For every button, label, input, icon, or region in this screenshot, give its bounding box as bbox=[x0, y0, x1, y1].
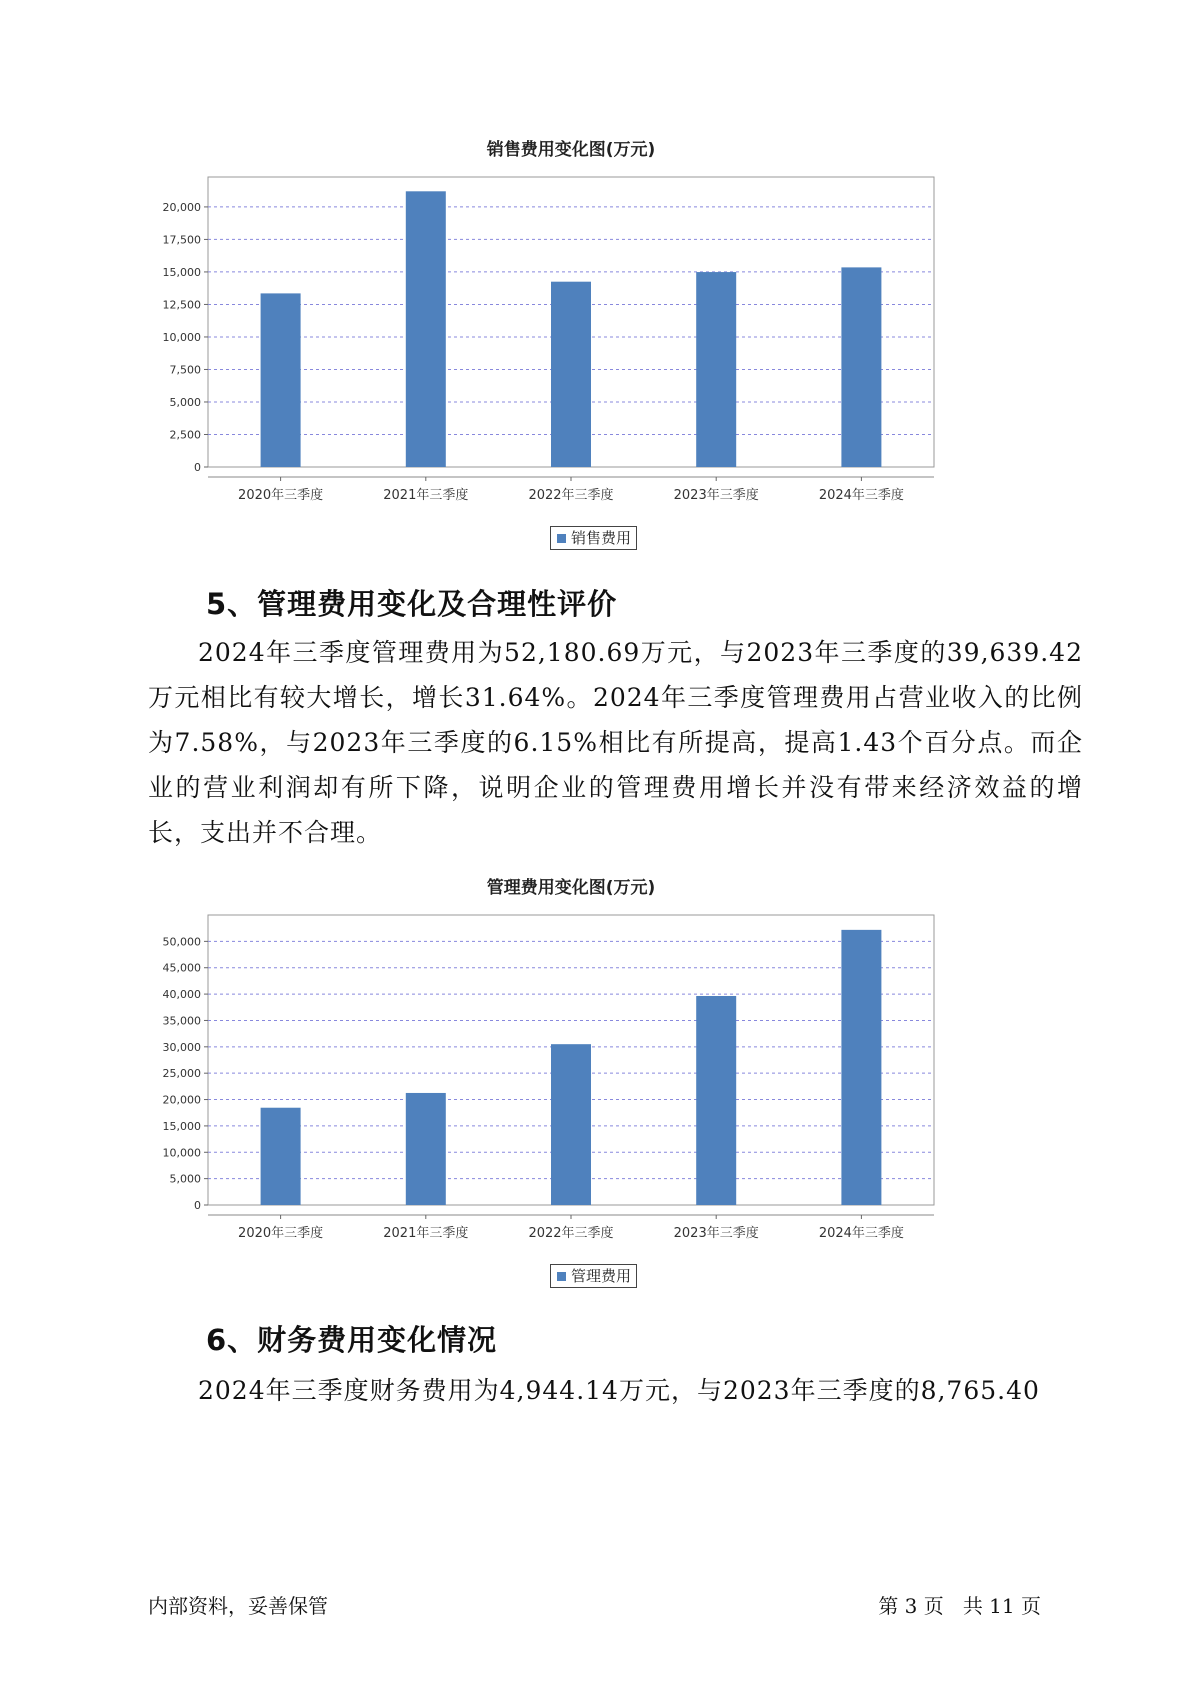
admin-expense-chart bbox=[150, 858, 1010, 1298]
x-tick-label: 2023年三季度 bbox=[673, 488, 759, 503]
y-tick-label: 45,000 bbox=[162, 961, 201, 975]
y-tick-label: 7,500 bbox=[169, 363, 201, 377]
section-6-heading: 6、财务费用变化情况 bbox=[206, 1323, 498, 1357]
footer-right: 第 3 页 共 11 页 bbox=[878, 1594, 1041, 1618]
x-tick-label: 2024年三季度 bbox=[818, 488, 904, 503]
y-tick-label: 20,000 bbox=[162, 200, 201, 214]
chart-legend bbox=[550, 1264, 637, 1288]
admin-expense-chart-svg bbox=[150, 858, 1010, 1258]
y-tick-label: 15,000 bbox=[162, 1119, 201, 1133]
legend-swatch bbox=[557, 534, 566, 543]
y-tick-label: 5,000 bbox=[169, 1172, 201, 1186]
chart-legend bbox=[550, 526, 637, 550]
legend-label: 销售费用 bbox=[571, 529, 632, 547]
y-tick-label: 0 bbox=[194, 1199, 201, 1212]
section-5-heading: 5、管理费用变化及合理性评价 bbox=[206, 587, 618, 621]
x-tick-label: 2022年三季度 bbox=[528, 488, 614, 503]
chart-title: 管理费用变化图(万元) bbox=[486, 878, 656, 898]
x-tick-label: 2021年三季度 bbox=[383, 1226, 469, 1241]
legend-label: 管理费用 bbox=[571, 1267, 632, 1285]
y-tick-label: 17,500 bbox=[162, 233, 201, 247]
y-tick-label: 15,000 bbox=[162, 265, 201, 279]
bar bbox=[261, 1108, 301, 1205]
y-tick-label: 10,000 bbox=[162, 330, 201, 344]
x-tick-label: 2021年三季度 bbox=[383, 488, 469, 503]
x-tick-label: 2020年三季度 bbox=[238, 1226, 324, 1241]
sales-expense-chart-svg bbox=[150, 120, 1010, 520]
y-tick-label: 10,000 bbox=[162, 1146, 201, 1160]
x-tick-label: 2023年三季度 bbox=[673, 1226, 759, 1241]
y-tick-label: 30,000 bbox=[162, 1040, 201, 1054]
y-tick-label: 35,000 bbox=[162, 1014, 201, 1028]
legend-swatch bbox=[557, 1272, 566, 1281]
bar bbox=[841, 267, 881, 467]
bar bbox=[406, 1093, 446, 1205]
y-tick-label: 2,500 bbox=[169, 428, 201, 442]
section-6-paragraph: 2024年三季度财务费用为4,944.14万元，与2023年三季度的8,765.40 bbox=[198, 1376, 1040, 1405]
bar bbox=[841, 930, 881, 1205]
section-5-paragraph: 2024年三季度管理费用为52,180.69万元，与2023年三季度的39,639.42万元相比有较大增长，增长31.64%。2024年三季度管理费用占营业收入的比例为7.58%，与2023年三季度的6.15%相比有所提高，提高1.43个百分点。而企业的营业利润却有所下降，说明企业的管理费用增长并没有带来经济效益的增长，支出并不合理。 bbox=[148, 638, 1083, 847]
y-tick-label: 12,500 bbox=[162, 298, 201, 312]
x-tick-label: 2024年三季度 bbox=[818, 1226, 904, 1241]
bar bbox=[406, 191, 446, 467]
sales-expense-chart bbox=[150, 120, 1010, 560]
chart-title: 销售费用变化图(万元) bbox=[486, 140, 656, 160]
bar bbox=[551, 282, 591, 467]
bar bbox=[696, 996, 736, 1205]
bar bbox=[696, 272, 736, 467]
y-tick-label: 0 bbox=[194, 461, 201, 474]
y-tick-label: 5,000 bbox=[169, 395, 201, 409]
bar bbox=[551, 1044, 591, 1205]
x-tick-label: 2022年三季度 bbox=[528, 1226, 614, 1241]
y-tick-label: 50,000 bbox=[162, 935, 201, 949]
bar bbox=[261, 293, 301, 467]
footer-left: 内部资料，妥善保管 bbox=[148, 1594, 328, 1618]
y-tick-label: 25,000 bbox=[162, 1067, 201, 1081]
y-tick-label: 40,000 bbox=[162, 988, 201, 1002]
x-tick-label: 2020年三季度 bbox=[238, 488, 324, 503]
y-tick-label: 20,000 bbox=[162, 1093, 201, 1107]
